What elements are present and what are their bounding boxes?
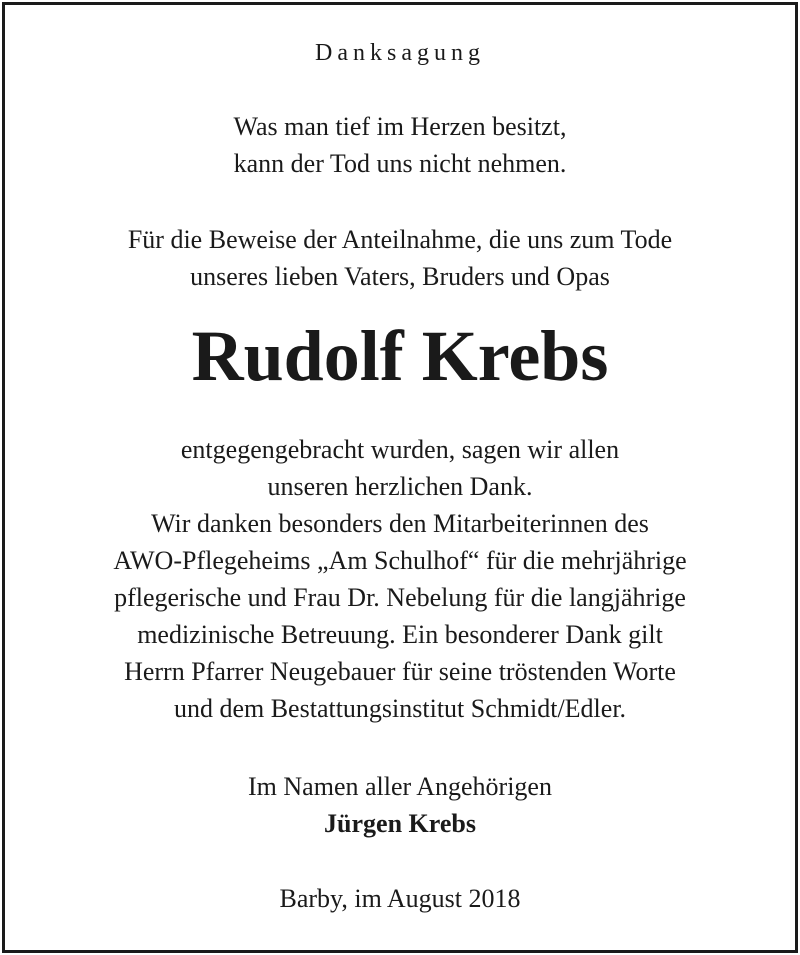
body-line-3: Wir danken besonders den Mitarbeiterinnen des	[151, 509, 649, 538]
body-line-8: und dem Bestattungsinstitut Schmidt/Edler.	[173, 694, 627, 723]
signer-name: Jürgen Krebs	[324, 809, 476, 838]
closing: Im Namen aller Angehörigen	[248, 772, 552, 801]
intro-line-2: unseres lieben Vaters, Bruders und Opas	[190, 262, 610, 291]
body-line-4: AWO-Pflegeheims „Am Schulhof“ für die mehrjährige	[113, 546, 687, 575]
deceased-name: Rudolf Krebs	[191, 316, 609, 396]
body-line-7: Herrn Pfarrer Neugebauer für seine tröstenden Worte	[124, 657, 676, 686]
place-date: Barby, im August 2018	[279, 884, 521, 913]
quote-line-1: Was man tief im Herzen besitzt,	[233, 112, 567, 141]
body-line-1: entgegengebracht wurden, sagen wir allen	[180, 435, 620, 464]
body-line-6: medizinische Betreuung. Ein besonderer Dank gilt	[137, 620, 663, 649]
heading: Danksagung	[315, 40, 485, 66]
body-line-5: pflegerische und Frau Dr. Nebelung für die langjährige	[114, 583, 686, 612]
body-line-2: unseren herzlichen Dank.	[267, 472, 533, 501]
quote-line-2: kann der Tod uns nicht nehmen.	[233, 149, 567, 178]
intro-line-1: Für die Beweise der Anteilnahme, die uns zum Tode	[127, 225, 673, 254]
obituary-notice	[2, 2, 798, 953]
